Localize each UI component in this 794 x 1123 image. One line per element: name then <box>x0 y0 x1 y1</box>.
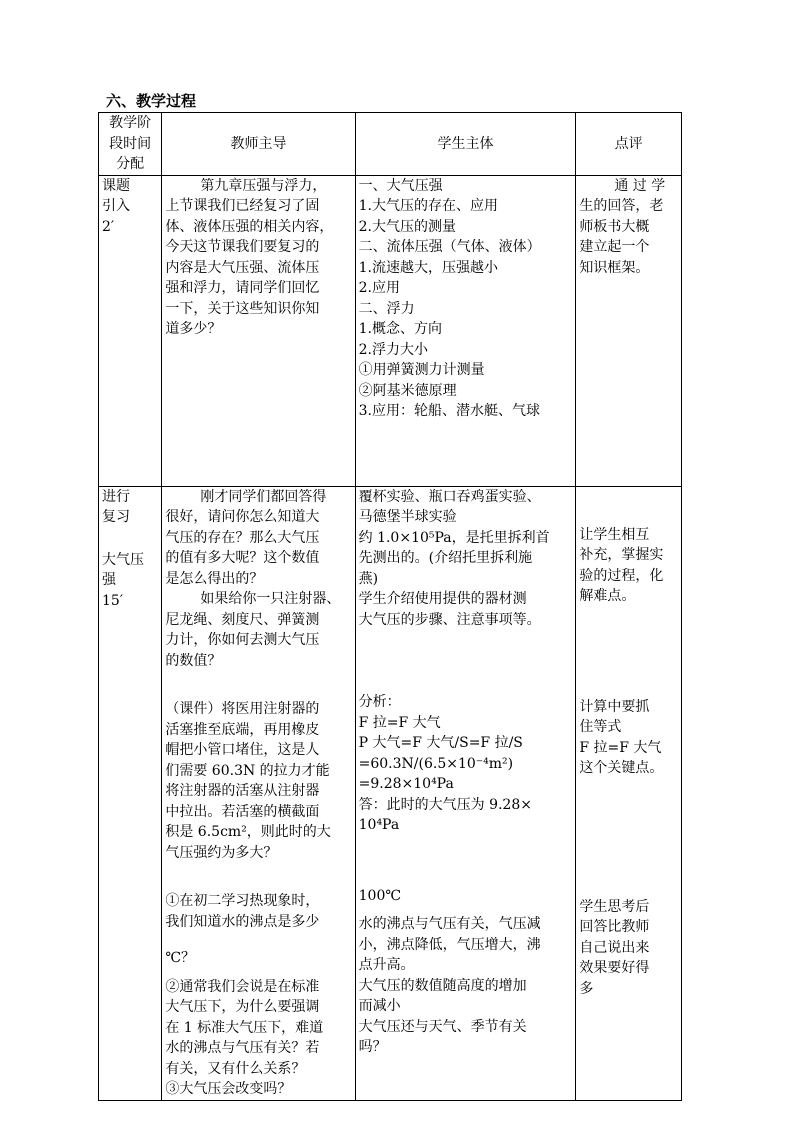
comment-line: 自己说出来 <box>579 939 650 956</box>
student-line: 马德堡半球实验 <box>358 509 457 525</box>
student-line: 10⁴Pa <box>358 817 400 833</box>
student-line: 3.应用：轮船、潜水艇、气球 <box>358 403 540 419</box>
teacher-line: 们需要 60.3N 的拉力才能 <box>165 762 330 779</box>
student-line: F 拉=F 大气 <box>358 714 441 731</box>
teacher-line: 很好，请问你怎么知道大 <box>165 509 320 525</box>
student-line: 大气压的数值随高度的增加 <box>358 977 527 994</box>
teacher-line: 体、液体压强的相关内容， <box>165 218 334 235</box>
student-line: 二、流体压强（气体、液体） <box>358 239 541 255</box>
teacher-line: 我们知道水的沸点是多少 <box>165 913 320 930</box>
teacher-line: 大气压下，为什么要强调 <box>165 999 320 1015</box>
teacher-line: 帽把小管口堵住，这是人 <box>165 742 320 758</box>
teacher-line: 刚才同学们都回答得 <box>200 488 327 505</box>
comment-line: 学生思考后 <box>579 898 650 915</box>
teacher-line: 尼龙绳、刻度尺、弹簧测 <box>165 611 320 628</box>
section-title: 六、教学过程 <box>106 92 197 110</box>
student-line: 大气压的步骤、注意事项等。 <box>358 611 541 628</box>
teacher-line: 气压的存在？那么大气压 <box>165 529 320 546</box>
teacher-line: 活塞推至底端，再用橡皮 <box>165 721 320 738</box>
teacher-cell <box>162 486 355 1100</box>
student-line: 2.应用 <box>358 280 400 296</box>
stage-line: 课题 <box>102 177 130 194</box>
stage-line: 大气压 <box>102 551 144 568</box>
header-teacher: 教师主导 <box>162 113 355 176</box>
table-header-row <box>99 113 682 176</box>
student-line: 2.浮力大小 <box>358 341 428 358</box>
header-stage-line: 教学阶 <box>109 115 152 131</box>
comment-line: F 拉=F 大气 <box>579 739 662 756</box>
student-line: 而减小 <box>358 998 401 1014</box>
stage-line: 进行 <box>102 488 130 505</box>
comment-line: 补充，掌握实 <box>579 547 664 563</box>
teacher-line: ℃？ <box>165 950 196 966</box>
teacher-line: 上节课我们已经复习了固 <box>165 198 320 214</box>
teacher-cell <box>162 175 355 486</box>
comment-line: 通 过 学 <box>614 177 666 194</box>
stage-cell <box>99 175 162 486</box>
comment-cell <box>576 175 682 486</box>
student-line: 吗？ <box>358 1039 387 1055</box>
teacher-line: 第九章压强与浮力， <box>200 177 327 194</box>
table-row <box>99 486 682 1100</box>
student-line: 分析： <box>358 694 401 710</box>
comment-line: 让学生相互 <box>579 526 650 543</box>
table-row <box>99 175 682 486</box>
stage-line: 15′ <box>102 592 123 609</box>
teacher-line: 气压强约为多大？ <box>165 844 278 861</box>
comment-line: 生的回答，老 <box>579 198 664 214</box>
student-line: P 大气=F 大气/S=F 拉/S <box>358 735 523 751</box>
teacher-line: 的值有多大呢？这个数值 <box>165 550 320 566</box>
stage-line: 2′ <box>102 218 115 235</box>
comment-line: 多 <box>579 980 594 997</box>
stage-line: 复习 <box>102 509 130 525</box>
teacher-line: （课件）将医用注射器的 <box>165 701 320 717</box>
student-line: 大气压还与天气、季节有关 <box>358 1018 527 1035</box>
stage-cell <box>99 486 162 1100</box>
student-line: 小，沸点降低，气压增大，沸 <box>358 936 541 953</box>
comment-line: 住等式 <box>579 719 622 735</box>
teacher-line: 是怎么得出的？ <box>165 570 264 587</box>
student-line: 一、大气压强 <box>358 177 443 194</box>
comment-line: 计算中要抓 <box>579 698 650 715</box>
student-line: 先测出的。(介绍托里拆利施 <box>358 550 533 566</box>
comment-line: 解难点。 <box>579 588 636 604</box>
student-line: 100℃ <box>358 887 402 904</box>
teacher-line: 内容是大气压强、流体压 <box>165 259 320 276</box>
comment-line: 知识框架。 <box>579 259 650 276</box>
teacher-line: 强和浮力，请同学们回忆 <box>165 280 320 296</box>
teacher-line: 中拉出。若活塞的横截面 <box>165 803 320 820</box>
teaching-process-table <box>98 112 682 1101</box>
student-line: =60.3N/(6.5×10⁻⁴m²) <box>358 755 514 772</box>
student-line: 答：此时的大气压为 9.28× <box>358 796 532 813</box>
comment-line: 建立起一个 <box>579 239 650 255</box>
student-line: 燕) <box>358 570 379 587</box>
comment-cell <box>576 486 682 1100</box>
teacher-line: 今天这节课我们要复习的 <box>165 239 320 255</box>
teacher-line: ②通常我们会说是在标准 <box>165 978 320 995</box>
student-line: 点升高。 <box>358 957 415 973</box>
header-stage <box>99 113 162 176</box>
header-comment: 点评 <box>576 113 682 176</box>
teacher-line: 如果给你一只注射器、 <box>200 591 341 607</box>
student-line: 2.大气压的测量 <box>358 218 456 235</box>
student-line: =9.28×10⁴Pa <box>358 776 454 792</box>
teacher-line: 的数值？ <box>165 652 222 669</box>
comment-line: 这个关键点。 <box>579 760 664 776</box>
comment-line: 验的过程，化 <box>579 567 664 584</box>
student-line: 1.大气压的存在、应用 <box>358 198 498 214</box>
student-cell <box>355 175 576 486</box>
teacher-line: 在 1 标准大气压下，难道 <box>165 1019 324 1036</box>
student-line: 覆杯实验、瓶口吞鸡蛋实验、 <box>358 488 541 505</box>
student-line: 1.流速越大，压强越小 <box>358 259 498 276</box>
stage-line: 强 <box>102 572 116 588</box>
student-line: 水的沸点与气压有关，气压减 <box>358 916 541 932</box>
teacher-line: 将注射器的活塞从注射器 <box>165 783 320 799</box>
comment-line: 师板书大概 <box>579 218 650 235</box>
student-line: 学生介绍使用提供的器材测 <box>358 591 527 607</box>
comment-line: 回答比教师 <box>579 919 650 935</box>
teacher-line: ③大气压会改变吗？ <box>165 1081 292 1097</box>
student-line: 约 1.0×10⁵Pa，是托里拆利首 <box>358 529 550 546</box>
comment-line: 效果要好得 <box>579 960 650 976</box>
student-line: 二、浮力 <box>358 300 415 317</box>
teacher-line: 一下，关于这些知识你知 <box>165 300 320 317</box>
teacher-line: 力计，你如何去测大气压 <box>165 632 320 648</box>
student-line: ②阿基米德原理 <box>358 382 457 399</box>
teacher-line: 水的沸点与气压有关？若 <box>165 1040 320 1056</box>
header-stage-line: 段时间 <box>109 135 152 152</box>
teacher-line: 有关，又有什么关系？ <box>165 1060 306 1077</box>
header-stage-line: 分配 <box>116 156 145 172</box>
student-line: 1.概念、方向 <box>358 321 442 337</box>
teacher-line: 道多少？ <box>165 321 222 337</box>
teacher-line: ①在初二学习热现象时， <box>165 893 320 909</box>
header-student: 学生主体 <box>355 113 576 176</box>
student-line: ①用弹簧测力计测量 <box>358 362 485 378</box>
stage-line: 引入 <box>102 198 130 214</box>
student-cell <box>355 486 576 1100</box>
teacher-line: 积是 6.5cm²，则此时的大 <box>165 824 331 840</box>
